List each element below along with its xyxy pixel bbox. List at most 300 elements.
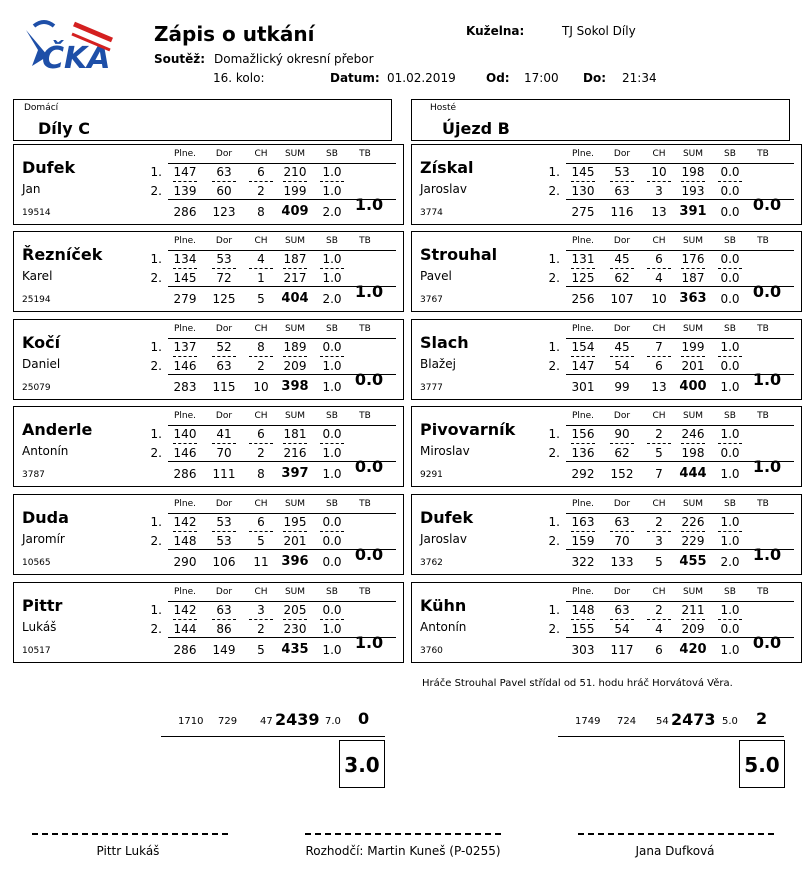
home-team-box [13,99,392,141]
total-cell: 8 [257,467,265,481]
total-cell: 301 [571,380,595,394]
row-number: 1. [548,515,560,529]
total-cell: 8 [257,205,265,219]
total-cell: 1.0 [720,467,740,481]
score-cell: 2 [655,603,663,617]
score-cell: 130 [571,184,595,198]
column-header: CH [652,499,666,509]
score-cell: 60 [216,184,232,198]
team-points: 0.0 [354,370,384,389]
player-box [411,231,802,312]
score-cell: 201 [681,359,705,373]
score-cell: 0.0 [322,515,342,529]
player-surname: Dufek [22,158,76,177]
score-cell: 211 [681,603,705,617]
score-cell: 205 [283,603,307,617]
row-divider [681,356,705,357]
row-number: 2. [548,622,560,636]
column-header: CH [254,411,268,421]
home-total-plne: 1710 [178,716,204,727]
total-cell: 455 [679,554,707,569]
row-divider [320,443,344,444]
score-cell: 63 [216,603,232,617]
score-cell: 86 [216,622,232,636]
score-cell: 2 [257,446,265,460]
row-divider [173,268,197,269]
header-rule [168,513,396,514]
score-cell: 2 [655,515,663,529]
total-cell: 0.0 [720,292,740,306]
player-surname: Pivovarník [420,420,516,439]
player-firstname: Jaromír [22,532,65,546]
logo-text: ČKA [42,41,111,76]
total-cell: 290 [173,555,197,569]
score-cell: 72 [216,271,232,285]
guest-total-line [558,736,784,737]
total-cell: 2.0 [322,292,342,306]
score-cell: 0.0 [322,534,342,548]
header-rule [566,338,794,339]
round-label: 16. kolo: [213,71,265,85]
total-cell: 123 [212,205,236,219]
total-cell: 391 [679,204,707,219]
column-header: Dor [215,236,233,246]
row-divider [571,619,595,620]
column-header: Dor [613,587,631,597]
player-surname: Pittr [22,596,63,615]
column-header: SB [326,499,338,509]
header-rule [168,601,396,602]
row-divider [610,619,634,620]
row-divider [647,619,671,620]
column-header: SB [724,499,736,509]
row-divider [571,443,595,444]
score-cell: 148 [173,534,197,548]
player-firstname: Jaroslav [420,532,467,546]
total-cell: 149 [212,643,236,657]
score-cell: 198 [681,446,705,460]
score-cell: 201 [283,534,307,548]
team-points: 0.0 [354,457,384,476]
score-cell: 53 [614,165,630,179]
row-divider [718,531,742,532]
score-cell: 63 [216,359,232,373]
guest-total-ch: 54 [656,716,669,727]
score-cell: 137 [173,340,197,354]
score-cell: 2 [257,359,265,373]
column-header: Plne. [571,324,595,334]
score-cell: 154 [571,340,595,354]
score-cell: 2 [257,622,265,636]
row-divider [320,356,344,357]
column-header: SB [326,236,338,246]
total-cell: 6 [655,643,663,657]
total-cell: 13 [651,380,667,394]
row-divider [681,531,705,532]
column-header: TB [359,411,371,421]
player-id: 25194 [22,295,51,305]
score-cell: 163 [571,515,595,529]
score-cell: 187 [681,271,705,285]
total-cell: 286 [173,205,197,219]
guest-team-name: Újezd B [442,119,510,138]
team-points: 1.0 [354,633,384,652]
score-cell: 217 [283,271,307,285]
row-number: 1. [548,427,560,441]
total-cell: 133 [610,555,634,569]
column-header: SUM [284,149,306,159]
total-cell: 115 [212,380,236,394]
score-cell: 210 [283,165,307,179]
row-number: 1. [150,165,162,179]
header-rule [168,425,396,426]
score-cell: 1.0 [720,427,740,441]
total-cell: 444 [679,466,707,481]
team-points: 0.0 [752,195,782,214]
row-divider [249,531,273,532]
row-number: 2. [548,446,560,460]
score-cell: 63 [614,603,630,617]
column-header: Dor [215,149,233,159]
team-points: 1.0 [354,195,384,214]
row-number: 1. [150,427,162,441]
header-rule [566,250,794,251]
player-id: 3762 [420,558,443,568]
score-cell: 134 [173,252,197,266]
score-cell: 3 [257,603,265,617]
header-rule [168,163,396,164]
row-divider [283,268,307,269]
total-cell: 1.0 [322,467,342,481]
score-cell: 144 [173,622,197,636]
row-divider [718,443,742,444]
player-id: 3777 [420,383,443,393]
column-header: SB [724,587,736,597]
date-label: Datum: [330,71,380,85]
column-header: CH [254,236,268,246]
score-cell: 176 [681,252,705,266]
row-number: 1. [548,340,560,354]
score-cell: 54 [614,359,630,373]
row-number: 2. [150,359,162,373]
row-number: 2. [150,446,162,460]
row-divider [249,268,273,269]
column-header: TB [757,149,769,159]
player-box [13,494,404,575]
row-divider [249,619,273,620]
home-signature: Pittr Lukáš [96,844,160,858]
column-header: Plne. [173,587,197,597]
total-cell: 420 [679,642,707,657]
guest-team-label: Hosté [430,103,457,113]
guest-total-dor: 724 [617,716,637,727]
score-cell: 0.0 [720,271,740,285]
home-total-tb: 0 [358,709,370,728]
column-header: Plne. [571,411,595,421]
player-surname: Získal [420,158,474,177]
player-firstname: Antonín [22,444,69,458]
player-id: 10517 [22,646,51,656]
competition-value: Domažlický okresní přebor [214,52,374,66]
score-cell: 216 [283,446,307,460]
score-cell: 4 [655,271,663,285]
total-cell: 152 [610,467,634,481]
score-cell: 3 [655,184,663,198]
row-number: 2. [150,622,162,636]
total-cell: 275 [571,205,595,219]
column-header: CH [254,587,268,597]
from-value: 17:00 [524,71,559,85]
column-header: Dor [613,149,631,159]
column-header: Dor [613,411,631,421]
total-cell: 279 [173,292,197,306]
guest-total-sum: 2473 [671,710,716,729]
column-header: SB [724,411,736,421]
header-rule [168,338,396,339]
score-cell: 193 [681,184,705,198]
total-cell: 286 [173,467,197,481]
column-header: TB [757,236,769,246]
score-cell: 209 [681,622,705,636]
player-surname: Anderle [22,420,93,439]
player-firstname: Antonín [420,620,467,634]
row-divider [610,181,634,182]
column-header: TB [757,324,769,334]
column-header: TB [757,499,769,509]
date-value: 01.02.2019 [387,71,456,85]
column-header: Plne. [571,499,595,509]
row-divider [571,531,595,532]
score-cell: 2 [655,427,663,441]
column-header: SUM [284,324,306,334]
player-surname: Strouhal [420,245,498,264]
row-divider [283,619,307,620]
row-divider [249,181,273,182]
row-number: 1. [150,252,162,266]
column-header: Dor [613,236,631,246]
row-divider [212,531,236,532]
score-cell: 1.0 [720,515,740,529]
total-cell: 256 [571,292,595,306]
score-cell: 145 [571,165,595,179]
score-cell: 181 [283,427,307,441]
total-cell: 5 [257,292,265,306]
score-cell: 6 [655,252,663,266]
column-header: TB [359,587,371,597]
total-cell: 2.0 [720,555,740,569]
score-cell: 142 [173,515,197,529]
total-cell: 0.0 [720,205,740,219]
player-firstname: Pavel [420,269,452,283]
row-divider [173,531,197,532]
row-number: 1. [548,165,560,179]
row-divider [610,356,634,357]
column-header: SB [326,324,338,334]
home-total-line [161,736,385,737]
column-header: Dor [215,324,233,334]
column-header: SUM [682,149,704,159]
score-cell: 6 [257,165,265,179]
score-cell: 147 [571,359,595,373]
player-id: 9291 [420,470,443,480]
column-header: CH [254,499,268,509]
total-cell: 125 [212,292,236,306]
row-divider [212,443,236,444]
team-points: 0.0 [752,282,782,301]
score-cell: 0.0 [720,252,740,266]
row-number: 2. [548,534,560,548]
score-cell: 156 [571,427,595,441]
column-header: SB [724,324,736,334]
row-divider [320,181,344,182]
total-cell: 1.0 [322,380,342,394]
home-total-sum: 2439 [275,710,320,729]
total-cell: 322 [571,555,595,569]
column-header: SUM [284,236,306,246]
column-header: SUM [682,324,704,334]
total-cell: 5 [257,643,265,657]
row-number: 2. [150,271,162,285]
player-firstname: Daniel [22,357,61,371]
score-cell: 0.0 [720,622,740,636]
score-cell: 53 [216,534,232,548]
player-surname: Kühn [420,596,467,615]
guest-total-tb: 2 [756,709,768,728]
row-number: 1. [150,515,162,529]
column-header: SB [724,236,736,246]
total-cell: 2.0 [322,205,342,219]
player-firstname: Blažej [420,357,456,371]
total-cell: 107 [610,292,634,306]
score-cell: 147 [173,165,197,179]
row-number: 1. [548,252,560,266]
total-cell: 106 [212,555,236,569]
score-cell: 136 [571,446,595,460]
score-cell: 63 [614,515,630,529]
score-cell: 6 [655,359,663,373]
column-header: SUM [682,587,704,597]
column-header: Plne. [571,236,595,246]
row-divider [718,356,742,357]
column-header: Plne. [571,149,595,159]
score-cell: 70 [216,446,232,460]
column-header: TB [359,149,371,159]
total-cell: 404 [281,291,309,306]
score-cell: 0.0 [322,340,342,354]
row-divider [610,268,634,269]
row-divider [571,356,595,357]
header-rule [566,513,794,514]
row-number: 2. [548,271,560,285]
row-divider [212,356,236,357]
row-divider [283,181,307,182]
header-rule [168,250,396,251]
row-divider [647,268,671,269]
score-cell: 131 [571,252,595,266]
guest-signature-line [578,833,774,835]
row-number: 1. [150,603,162,617]
referee-signature: Rozhodčí: Martin Kuneš (P-0255) [305,844,501,858]
row-divider [571,268,595,269]
row-divider [681,181,705,182]
team-points: 0.0 [752,633,782,652]
column-header: TB [359,236,371,246]
player-box [411,319,802,400]
header-rule [566,163,794,164]
from-label: Od: [486,71,510,85]
score-cell: 146 [173,446,197,460]
total-cell: 13 [651,205,667,219]
column-header: Dor [215,587,233,597]
score-cell: 5 [655,446,663,460]
home-total-sb: 7.0 [325,716,341,727]
player-surname: Duda [22,508,69,527]
column-header: TB [757,411,769,421]
player-firstname: Jan [22,182,41,196]
score-cell: 10 [651,165,667,179]
row-divider [212,181,236,182]
row-number: 2. [548,184,560,198]
score-cell: 1.0 [322,446,342,460]
player-surname: Kočí [22,333,61,352]
row-number: 1. [150,340,162,354]
player-box [411,144,802,225]
score-cell: 6 [257,515,265,529]
player-id: 19514 [22,208,51,218]
row-divider [212,619,236,620]
row-divider [681,619,705,620]
score-cell: 146 [173,359,197,373]
score-cell: 1.0 [720,603,740,617]
score-cell: 7 [655,340,663,354]
score-cell: 199 [283,184,307,198]
column-header: SB [724,149,736,159]
home-team-label: Domácí [24,103,59,113]
row-number: 1. [548,603,560,617]
column-header: CH [652,324,666,334]
total-cell: 116 [610,205,634,219]
player-surname: Řezníček [22,245,103,264]
column-header: SUM [284,411,306,421]
column-header: SUM [682,499,704,509]
score-cell: 45 [614,340,630,354]
score-cell: 8 [257,340,265,354]
team-points: 1.0 [752,370,782,389]
row-divider [320,531,344,532]
score-cell: 148 [571,603,595,617]
score-cell: 45 [614,252,630,266]
score-cell: 62 [614,446,630,460]
column-header: Plne. [571,587,595,597]
row-divider [681,443,705,444]
score-cell: 209 [283,359,307,373]
column-header: SUM [284,587,306,597]
score-cell: 90 [614,427,630,441]
score-cell: 145 [173,271,197,285]
player-id: 3767 [420,295,443,305]
home-team-name: Díly C [38,119,90,138]
row-divider [647,356,671,357]
score-cell: 54 [614,622,630,636]
row-divider [647,181,671,182]
row-divider [283,443,307,444]
player-id: 3787 [22,470,45,480]
alley-label: Kuželna: [466,24,525,38]
player-firstname: Karel [22,269,53,283]
player-firstname: Miroslav [420,444,470,458]
row-divider [718,181,742,182]
score-cell: 3 [655,534,663,548]
